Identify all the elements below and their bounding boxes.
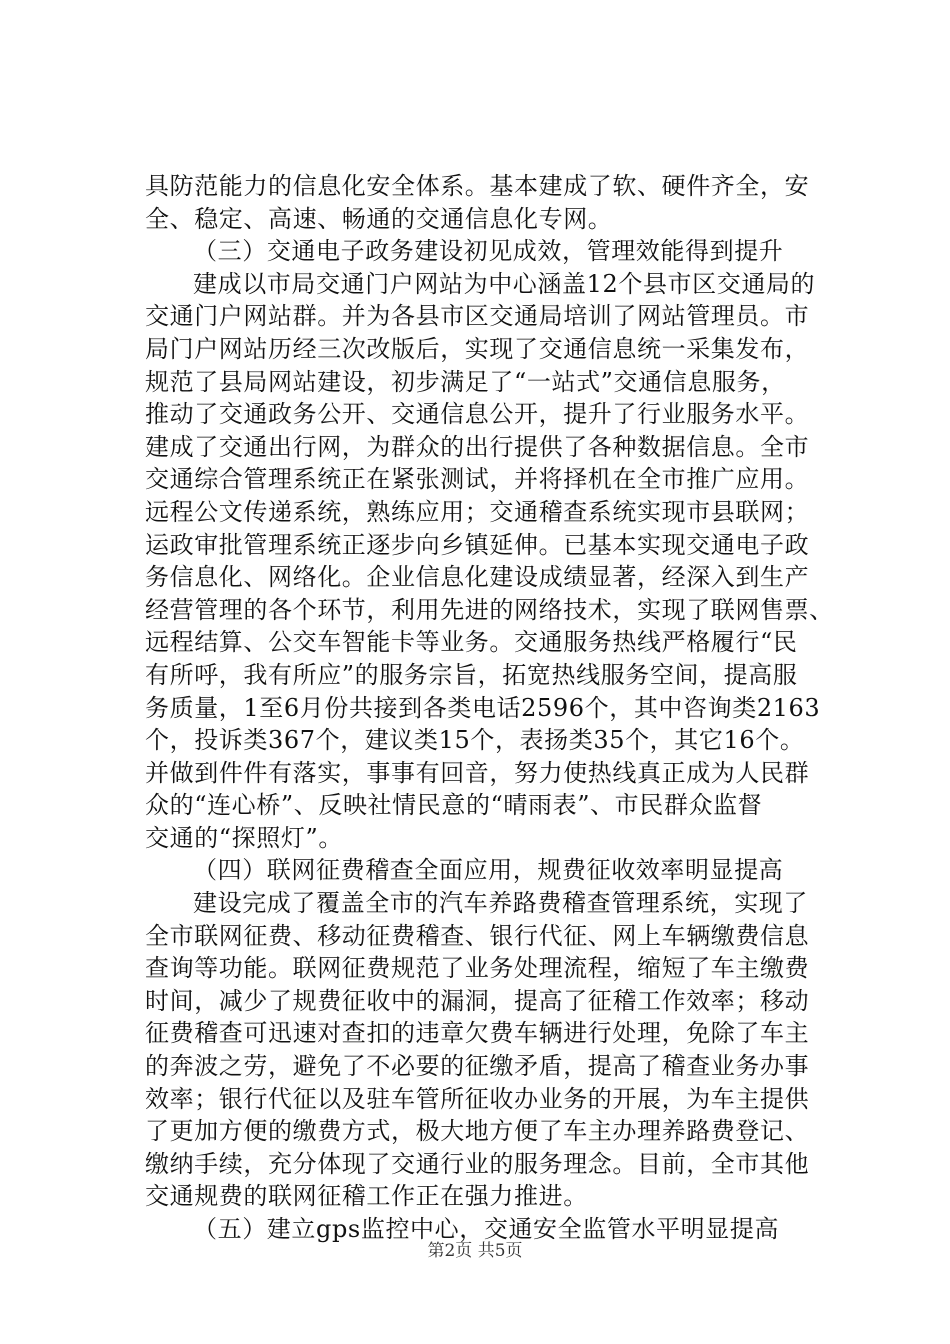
body-text: [145, 170, 835, 1246]
text-line: 经营管理的各个环节，利用先进的网络技术，实现了联网售票、: [145, 595, 834, 624]
text-line: 个，投诉类367个，建议类15个，表扬类35个，其它16个。: [145, 726, 805, 755]
text-line: 推动了交通政务公开、交通信息公开，提升了行业服务水平。: [145, 400, 810, 429]
text-line: 众的“连心桥”、反映社情民意的“晴雨表”、市民群众监督: [145, 791, 763, 820]
paragraph-start: 建成以市局交通门户网站为中心涵盖12个县市区交通局的: [193, 269, 816, 298]
text-line: 务质量，1至6月份共接到各类电话2596个，其中咨询类2163: [145, 693, 821, 722]
text-line: 运政审批管理系统正逐步向乡镇延伸。已基本实现交通电子政: [145, 530, 810, 559]
text-line: 交通规费的联网征稽工作正在强力推进。: [145, 1182, 588, 1211]
paragraph-start: 建设完成了覆盖全市的汽车养路费稽查管理系统，实现了: [193, 889, 808, 918]
text-line: 远程公文传递系统，熟练应用；交通稽查系统实现市县联网；: [145, 497, 810, 526]
text-line: 时间，减少了规费征收中的漏洞，提高了征稽工作效率；移动: [145, 986, 810, 1015]
text-line: 了更加方便的缴费方式，极大地方便了车主办理养路费登记、: [145, 1117, 810, 1146]
text-line: 局门户网站历经三次改版后，实现了交通信息统一采集发布，: [145, 334, 810, 363]
text-line: 查询等功能。联网征费规范了业务处理流程，缩短了车主缴费: [145, 954, 810, 983]
text-line: 的奔波之劳，避免了不必要的征缴矛盾，提高了稽查业务办事: [145, 1052, 810, 1081]
text-line: 规范了县局网站建设，初步满足了“一站式”交通信息服务，: [145, 367, 786, 396]
text-line: 征费稽查可迅速对查扣的违章欠费车辆进行处理，免除了车主: [145, 1019, 810, 1048]
text-line: 交通的“探照灯”。: [145, 823, 343, 852]
section-heading-3: （三）交通电子政务建设初见成效，管理效能得到提升: [193, 237, 784, 266]
text-line: 全、稳定、高速、畅通的交通信息化专网。: [145, 204, 613, 233]
text-line: 建成了交通出行网，为群众的出行提供了各种数据信息。全市: [145, 432, 810, 461]
text-line: 交通综合管理系统正在紧张测试，并将择机在全市推广应用。: [145, 465, 810, 494]
section-heading-4: （四）联网征费稽查全面应用，规费征收效率明显提高: [193, 856, 784, 885]
text-line: 务信息化、网络化。企业信息化建设成绩显著，经深入到生产: [145, 563, 810, 592]
page-footer: 第2页 共5页: [427, 1241, 523, 1261]
text-line: 交通门户网站群。并为各县市区交通局培训了网站管理员。市: [145, 302, 810, 331]
text-line: 具防范能力的信息化安全体系。基本建成了软、硬件齐全，安: [145, 172, 810, 200]
section-heading-5: （五）建立gps监控中心，交通安全监管水平明显提高: [193, 1215, 780, 1243]
text-line: 远程结算、公交车智能卡等业务。交通服务热线严格履行“民: [145, 628, 798, 657]
text-line: 全市联网征费、移动征费稽查、银行代征、网上车辆缴费信息: [145, 921, 810, 950]
text-line: 并做到件件有落实，事事有回音，努力使热线真正成为人民群: [145, 758, 810, 787]
text-line: 缴纳手续，充分体现了交通行业的服务理念。目前，全市其他: [145, 1149, 810, 1178]
text-line: 有所呼，我有所应”的服务宗旨，拓宽热线服务空间，提高服: [145, 660, 798, 689]
text-line: 效率；银行代征以及驻车管所征收办业务的开展，为车主提供: [145, 1084, 810, 1113]
